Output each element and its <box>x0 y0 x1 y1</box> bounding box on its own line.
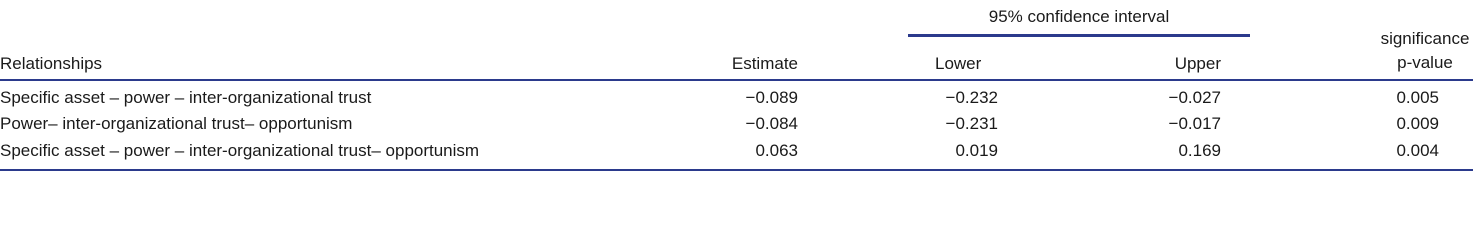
p-value-header: p-value <box>1397 53 1453 72</box>
estimate-header: Estimate <box>731 54 798 73</box>
relationships-header: Relationships <box>0 54 103 73</box>
row-1-relationship: Specific asset – power – inter-organizational trust <box>0 88 372 107</box>
row-3-p-value: 0.004 <box>1396 141 1439 160</box>
row-1-p-value: 0.005 <box>1396 88 1439 107</box>
row-3-estimate: 0.063 <box>755 141 798 160</box>
upper-header: Upper <box>1174 54 1221 73</box>
row-3-relationship: Specific asset – power – inter-organizational trust– opportunism <box>0 141 480 160</box>
row-3-upper: 0.169 <box>1178 141 1221 160</box>
row-1-lower: −0.232 <box>945 88 998 107</box>
ci-group-rule <box>908 34 1250 37</box>
table-bottom-rule <box>0 169 1473 171</box>
row-1-upper: −0.027 <box>1168 88 1221 107</box>
row-3-lower: 0.019 <box>955 141 998 160</box>
header-rule <box>0 79 1473 81</box>
lower-header: Lower <box>935 54 982 73</box>
ci-group-header: 95% confidence interval <box>988 7 1170 26</box>
row-2-upper: −0.017 <box>1168 114 1221 133</box>
row-1-estimate: −0.089 <box>745 88 798 107</box>
row-2-lower: −0.231 <box>945 114 998 133</box>
significance-header: significance <box>1380 29 1470 48</box>
row-2-relationship: Power– inter-organizational trust– opportunism <box>0 114 353 133</box>
row-2-estimate: −0.084 <box>745 114 798 133</box>
row-2-p-value: 0.009 <box>1396 114 1439 133</box>
